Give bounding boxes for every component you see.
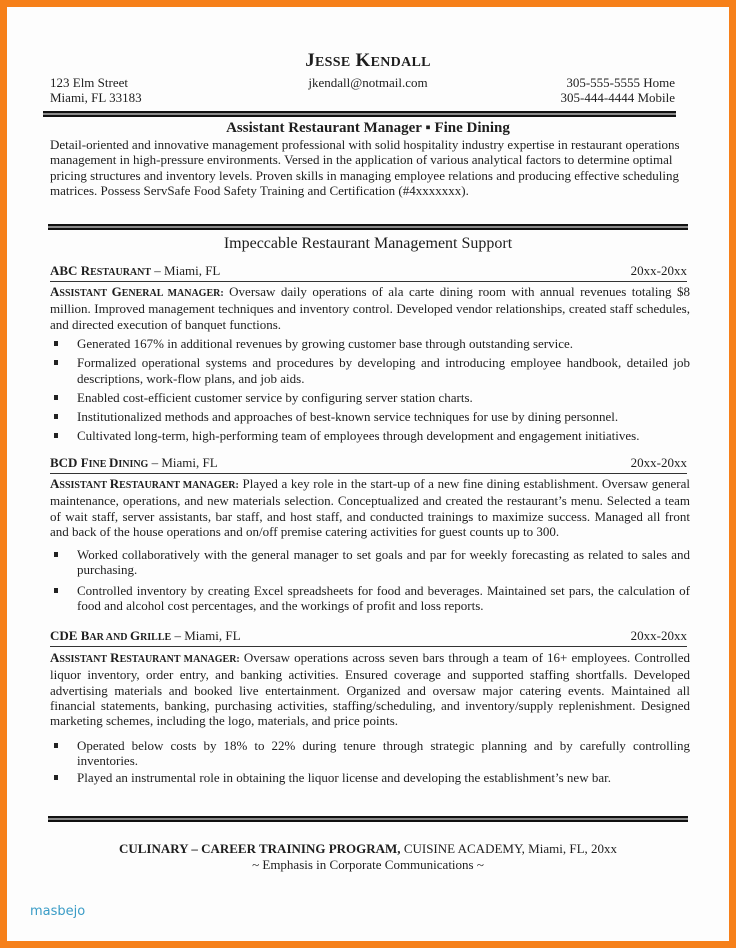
job-header-cde <box>50 628 687 647</box>
candidate-name: JESSE KENDALL <box>305 50 431 71</box>
phone-home: 305-555-5555 Home <box>566 75 675 90</box>
education-program: CULINARY – CAREER TRAINING PROGRAM, CUISINE ACADEMY, Miami, FL, 20xx <box>118 841 618 856</box>
job-dates: 20xx-20xx <box>630 455 687 470</box>
job-description-cde: ASSISTANT RESTAURANT MANAGER: Oversaw operations across seven bars through a team of 16+ employees. Controlled liquor inventory, order entry, and banking activities. Ensured coverage and supported staffing shortfalls. Developed advertising materials and booked live entertainment. Organized and oversaw major catering events. Maintained all financial statements, banking, purchasing activities, staffing/scheduling, and inventory/supply replenishment. Designed marketing schemes, including the logo, materials, and price points. <box>50 650 690 729</box>
header-divider <box>43 111 676 117</box>
headline: Assistant Restaurant Manager ▪ Fine Dining <box>226 120 510 136</box>
achievements-bcd <box>50 547 690 613</box>
list-item: Played an instrumental role in obtaining the liquor license and developing the establishment’s new bar. <box>50 770 690 785</box>
employer-name: ABC RESTAURANT – Miami, FL <box>50 263 221 278</box>
job-description-abc: ASSISTANT GENERAL MANAGER: Oversaw daily operations of ala carte dining room with annual revenues totaling $8 million. Improved management techniques and inventory control. Developed vendor relationships, created staff schedules, and directed execution of banquet functions. <box>50 284 690 332</box>
summary-paragraph: Detail-oriented and innovative management professional with solid hospitality industry expertise in restaurant operations management in high-pressure environments. Versed in the application of various analytical factors to determine optimal pricing structures and inventory levels. Proven skills in managing employee relations and producing effective scheduling matrices. Possess ServSafe Food Safety Training and Certification (#4xxxxxxx). <box>50 137 680 198</box>
job-header-abc <box>50 263 687 282</box>
list-item: Cultivated long-term, high-performing team of employees through development and engagement initiatives. <box>50 428 690 443</box>
employer-name: CDE BAR AND GRILLE – Miami, FL <box>50 628 241 643</box>
list-item: Enabled cost-efficient customer service by configuring server station charts. <box>50 390 690 405</box>
address-line-1: 123 Elm Street <box>50 75 128 90</box>
address-line-2: Miami, FL 33183 <box>50 90 142 105</box>
job-role: ASSISTANT RESTAURANT MANAGER: <box>50 650 240 665</box>
job-role: ASSISTANT RESTAURANT MANAGER: <box>50 476 239 491</box>
job-dates: 20xx-20xx <box>630 628 687 643</box>
list-item: Worked collaboratively with the general manager to set goals and par for weekly forecasting as related to sales and purchasing. <box>50 547 690 578</box>
list-item: Generated 167% in additional revenues by growing customer base through outstanding service. <box>50 336 690 351</box>
list-item: Formalized operational systems and procedures by developing and introducing employee handbook, detailed job descriptions, work-flow plans, and job aids. <box>50 355 690 386</box>
email-address: jkendall@notmail.com <box>308 75 428 90</box>
employer-name: BCD FINE DINING – Miami, FL <box>50 455 218 470</box>
education-emphasis: ~ Emphasis in Corporate Communications ~ <box>252 857 484 872</box>
phone-block <box>561 75 675 105</box>
job-header-bcd <box>50 455 687 474</box>
job-role: ASSISTANT GENERAL MANAGER: <box>50 284 224 299</box>
watermark: masbejo <box>30 904 86 919</box>
phone-mobile: 305-444-4444 Mobile <box>560 90 675 105</box>
list-item: Operated below costs by 18% to 22% during tenure through strategic planning and by carefully controlling inventories. <box>50 738 690 769</box>
job-description-bcd: ASSISTANT RESTAURANT MANAGER: Played a key role in the start-up of a new fine dining establishment. Oversaw general maintenance, operations, and new materials selection. Conceptualized and created the restaurant’s menu. Selected a team of wait staff, server assistants, bar staff, and host staff, and conducted trainings to maximize success. Managed all front and back of the house operations and on/off premise catering activities for guest counts up to 300. <box>50 476 690 539</box>
list-item: Controlled inventory by creating Excel spreadsheets for food and beverages. Maintained set pars, the calculation of food and alcohol cost percentages, and the workings of profit and loss reports. <box>50 583 690 614</box>
education-block <box>7 841 729 873</box>
job-dates: 20xx-20xx <box>630 263 687 278</box>
section-divider <box>48 224 688 230</box>
section-title: Impeccable Restaurant Management Support <box>223 235 513 252</box>
list-item: Institutionalized methods and approaches of best-known service techniques for use by dining personnel. <box>50 409 690 424</box>
resume-page <box>7 7 729 941</box>
education-divider <box>48 816 688 822</box>
achievements-cde <box>50 738 690 785</box>
achievements-abc <box>50 336 690 444</box>
